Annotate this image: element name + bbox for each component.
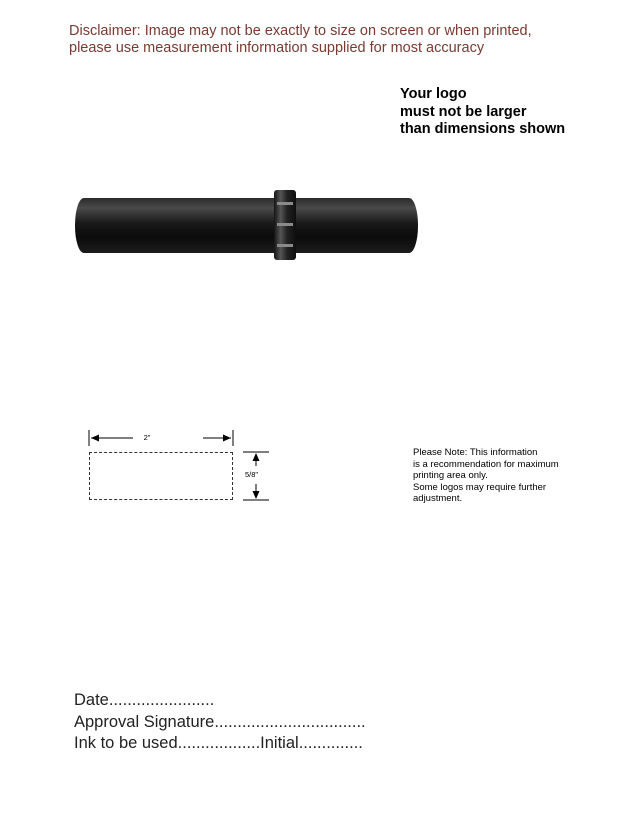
ring-slot <box>277 223 293 226</box>
logo-note-line-1: Your logo <box>400 86 467 102</box>
disclaimer-line-1: Disclaimer: Image may not be exactly to size on screen or when printed, <box>69 23 532 39</box>
date-field[interactable]: Date....................... <box>74 691 215 709</box>
imprint-area-diagram <box>85 424 285 514</box>
logo-size-note <box>400 86 620 139</box>
imprint-area-box <box>89 452 233 500</box>
ring-slot <box>277 202 293 205</box>
please-note-line-2: is a recommendation for maximum <box>413 458 559 470</box>
height-label: 5/8" <box>245 470 259 479</box>
logo-note-line-2: must not be larger <box>400 103 527 120</box>
please-note-line-5: adjustment. <box>413 493 463 504</box>
approval-signature-field[interactable]: Approval Signature................................. <box>74 712 366 731</box>
width-arrowhead-left <box>91 435 99 442</box>
ink-initial-field[interactable]: Ink to be used..................Initial.............. <box>74 734 363 752</box>
height-arrowhead-bottom <box>253 491 260 499</box>
width-arrowhead-right <box>223 435 231 442</box>
please-note-line-3: printing area only. <box>413 470 488 481</box>
height-arrowhead-top <box>253 453 260 461</box>
ring-slot <box>277 244 293 247</box>
please-note <box>413 447 603 505</box>
product-tube-image <box>75 190 418 260</box>
width-label: 2" <box>143 433 151 442</box>
please-note-line-1: Please Note: This information <box>413 447 538 458</box>
approval-form <box>74 690 494 755</box>
disclaimer <box>69 23 589 57</box>
tube-ring <box>274 190 296 260</box>
tube-body <box>75 198 418 253</box>
logo-note-line-3: than dimensions shown <box>400 121 566 137</box>
disclaimer-line-2: please use measurement information supplied for most accuracy <box>69 40 485 56</box>
please-note-line-4: Some logos may require further <box>413 481 547 493</box>
